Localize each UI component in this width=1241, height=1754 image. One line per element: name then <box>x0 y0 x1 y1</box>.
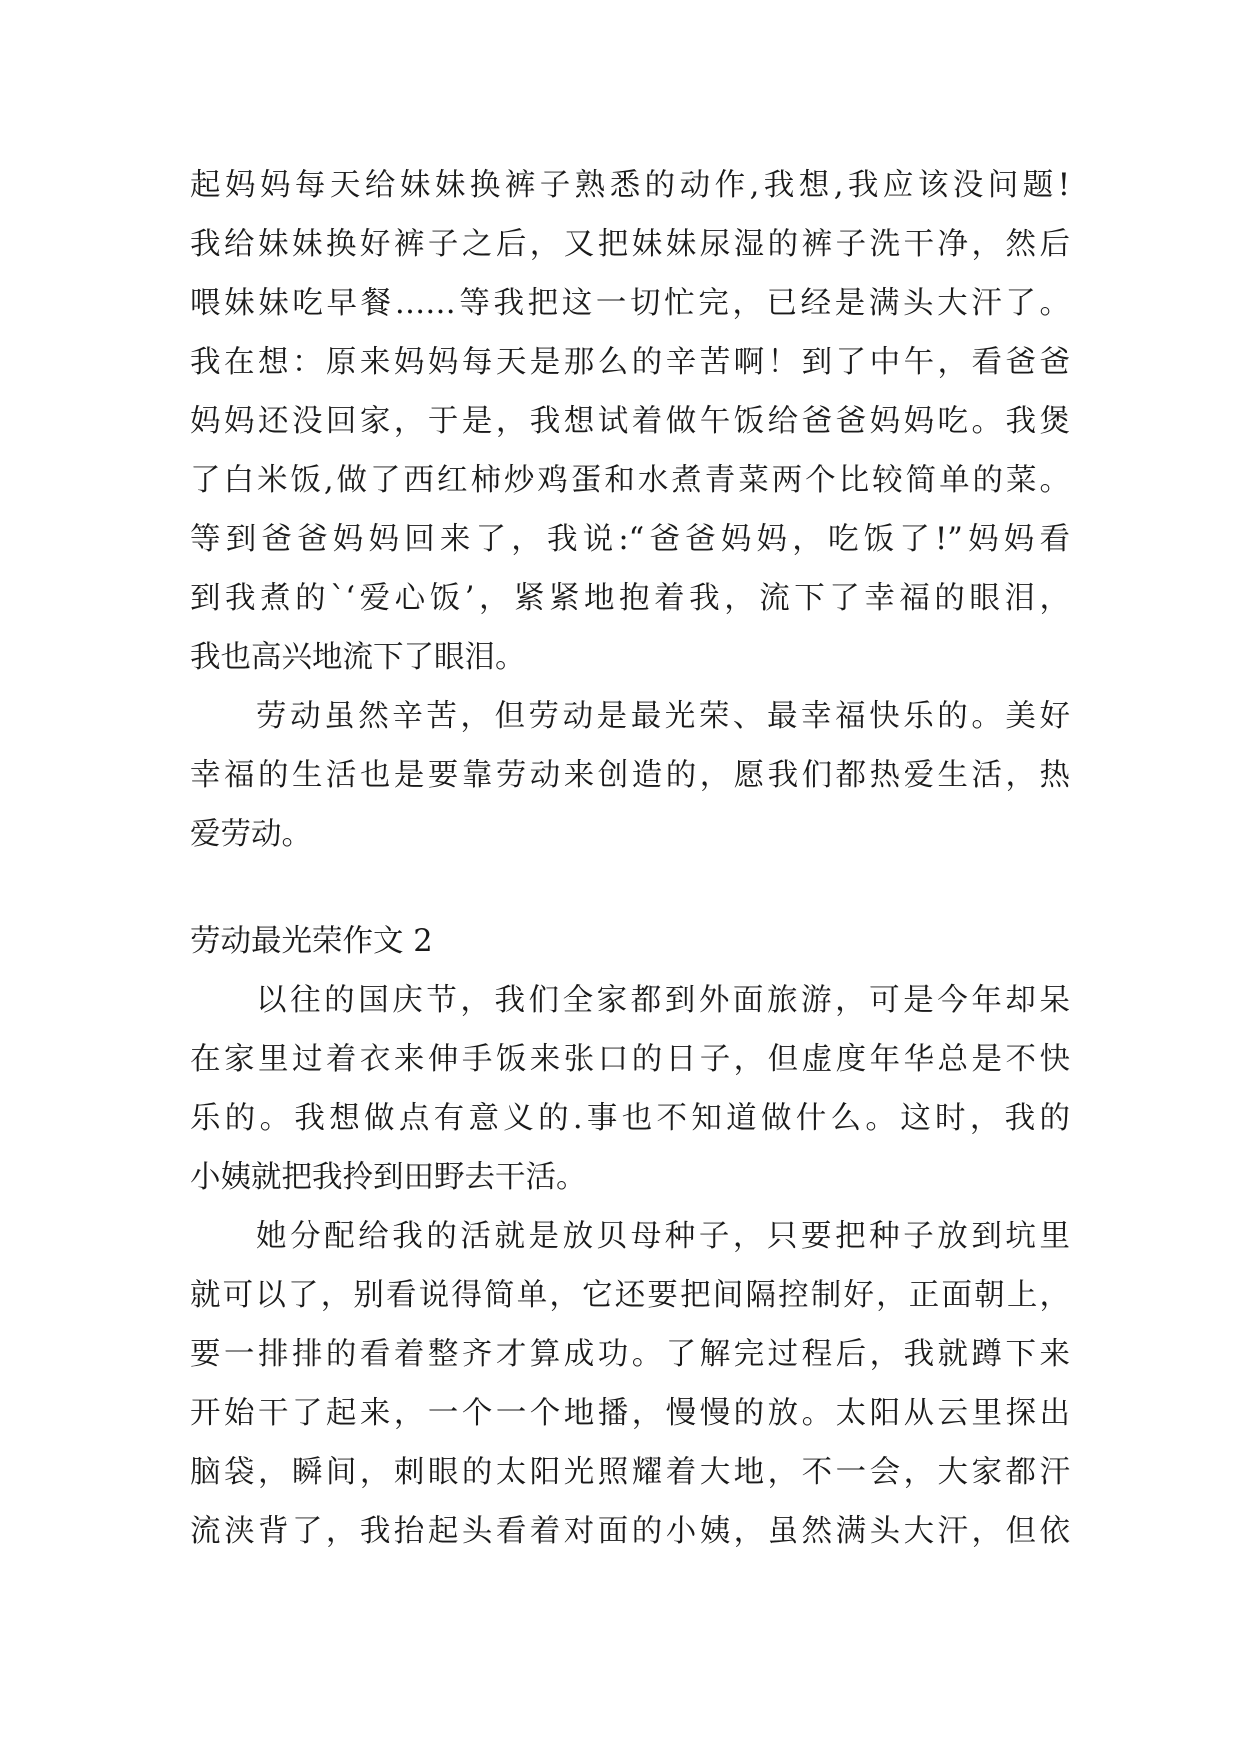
text-line: 在家里过着衣来伸手饭来张口的日子，但虚度年华总是不快 <box>190 1042 1070 1077</box>
text-line: 我也高兴地流下了眼泪。 <box>190 640 526 675</box>
paragraph-intro <box>190 971 1070 1207</box>
text-line: 我给妹妹换好裤子之后，又把妹妹尿湿的裤子洗干净，然后 <box>190 227 1070 262</box>
text-line: 劳动虽然辛苦，但劳动是最光荣、最幸福快乐的。美好 <box>256 699 1070 734</box>
text-line: 喂妹妹吃早餐……等我把这一切忙完，已经是满头大汗了。 <box>190 286 1070 321</box>
essay-heading: 劳动最光荣作文 2 <box>190 924 433 959</box>
text-line: 脑袋，瞬间，刺眼的太阳光照耀着大地，不一会，大家都汗 <box>190 1455 1070 1490</box>
text-line: 了白米饭,做了西红柿炒鸡蛋和水煮青菜两个比较简单的菜。 <box>190 463 1070 498</box>
paragraph-work <box>190 1207 1070 1561</box>
text-line: 起妈妈每天给妹妹换裤子熟悉的动作,我想,我应该没问题! <box>190 168 1070 203</box>
paragraph-continuation <box>190 156 1070 687</box>
text-line: 开始干了起来，一个一个地播，慢慢的放。太阳从云里探出 <box>190 1396 1070 1431</box>
text-line: 我在想：原来妈妈每天是那么的辛苦啊！到了中午，看爸爸 <box>190 345 1070 380</box>
text-line: 要一排排的看着整齐才算成功。了解完过程后，我就蹲下来 <box>190 1337 1070 1372</box>
text-line: 等到爸爸妈妈回来了，我说:“爸爸妈妈，吃饭了!”妈妈看 <box>190 522 1070 557</box>
paragraph-conclusion <box>190 687 1070 864</box>
text-line: 爱劳动。 <box>190 817 312 852</box>
text-line: 幸福的生活也是要靠劳动来创造的，愿我们都热爱生活，热 <box>190 758 1070 793</box>
text-line: 她分配给我的活就是放贝母种子，只要把种子放到坑里 <box>256 1219 1070 1254</box>
text-line: 以往的国庆节，我们全家都到外面旅游，可是今年却呆 <box>256 983 1070 1018</box>
text-line: 妈妈还没回家，于是，我想试着做午饭给爸爸妈妈吃。我煲 <box>190 404 1070 439</box>
text-line: 乐的。我想做点有意义的.事也不知道做什么。这时，我的 <box>190 1101 1070 1136</box>
text-line: 小姨就把我拎到田野去干活。 <box>190 1160 587 1195</box>
text-line: 流浃背了，我抬起头看着对面的小姨，虽然满头大汗，但依 <box>190 1514 1070 1549</box>
text-line: 到我煮的`‘爱心饭’，紧紧地抱着我，流下了幸福的眼泪， <box>190 581 1070 616</box>
text-line: 就可以了，别看说得简单，它还要把间隔控制好，正面朝上， <box>190 1278 1070 1313</box>
